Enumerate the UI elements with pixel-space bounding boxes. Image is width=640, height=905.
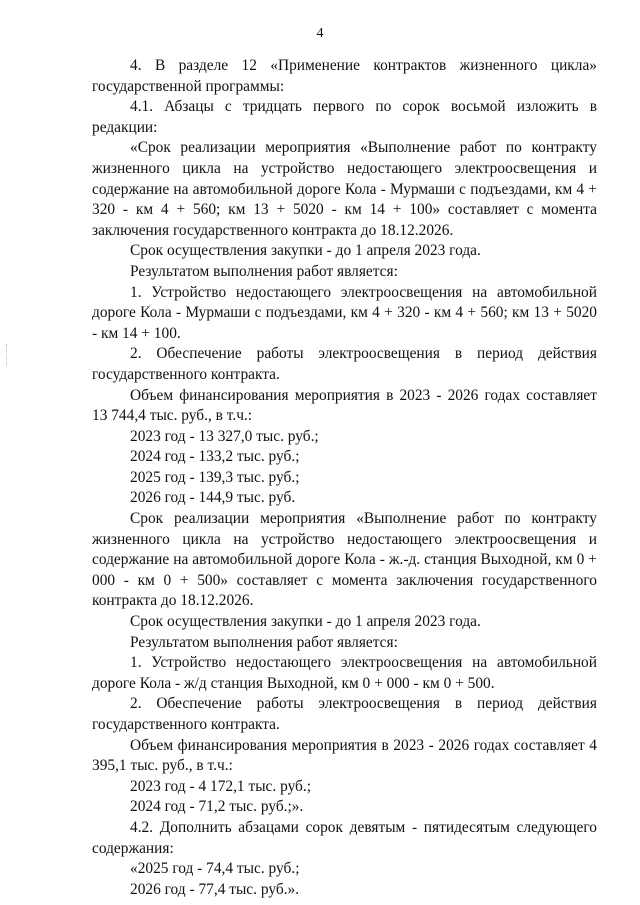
funding-year-line: 2026 год - 144,9 тыс. руб.: [130, 489, 296, 507]
results-intro-paragraph: Результатом выполнения работ является:: [130, 262, 398, 280]
instruction-paragraph: 4.1. Абзацы с тридцать первого по сорок восьмой изложить в редакции:: [92, 98, 597, 136]
funding-paragraph: Объем финансирования мероприятия в 2023 - 2026 годах составляет 4 395,1 тыс. руб., в т.ч.:: [92, 736, 597, 775]
result-item-paragraph: 1. Устройство недостающего электроосвещения на автомобильной дороге Кола - Мурмаши с подъездами, км 4 + 320 - км 4 + 560; км 13 + 5020 - км 14 + 100.: [92, 283, 597, 342]
result-item-paragraph: 2. Обеспечение работы электроосвещения в период действия государственного контракта.: [92, 695, 597, 733]
section-heading-paragraph: 4. В разделе 12 «Применение контрактов жизненного цикла» государственной программы:: [92, 57, 597, 95]
result-item-paragraph: 1. Устройство недостающего электроосвещения на автомобильной дороге Кола - ж/д станция Выходной, км 0 + 000 - км 0 + 500.: [92, 654, 597, 692]
funding-paragraph: Объем финансирования мероприятия в 2023 - 2026 годах составляет 13 744,4 тыс. руб., в т.ч.:: [92, 386, 597, 425]
funding-year-line: 2026 год - 77,4 тыс. руб.».: [130, 880, 300, 898]
funding-year-line: 2025 год - 139,3 тыс. руб.;: [130, 468, 300, 486]
procurement-term-paragraph: Срок осуществления закупки - до 1 апреля 2023 года.: [130, 613, 481, 631]
document-body: [92, 56, 597, 900]
result-item-paragraph: 2. Обеспечение работы электроосвещения в период действия государственного контракта.: [92, 345, 597, 383]
scan-edge-mark: [6, 344, 8, 366]
results-intro-paragraph: Результатом выполнения работ является:: [130, 633, 398, 651]
measure-term-paragraph: «Срок реализации мероприятия «Выполнение работ по контракту жизненного цикла на устройство недостающего электроосвещения и содержание на автомобильной дороге Кола - Мурмаши с подъездами, км 4 + 320 - км 4 + 560; км 13 + 5020 - км 14 + 100» составляет с момента заключения государственного контракта до 18.12.2026.: [92, 139, 597, 239]
funding-year-line: 2024 год - 71,2 тыс. руб.;».: [130, 798, 304, 816]
page-number: 4: [316, 26, 324, 41]
measure-term-paragraph: Срок реализации мероприятия «Выполнение работ по контракту жизненного цикла на устройство недостающего электроосвещения и содержание на автомобильной дороге Кола - ж.-д. станция Выходной, км 0 + 000 - км 0 + 500» составляет с момента заключения государственного контракта до 18.12.2026.: [92, 510, 597, 610]
funding-year-line: 2023 год - 13 327,0 тыс. руб.;: [130, 427, 319, 445]
funding-year-line: 2024 год - 133,2 тыс. руб.;: [130, 448, 300, 466]
procurement-term-paragraph: Срок осуществления закупки - до 1 апреля 2023 года.: [130, 242, 481, 260]
funding-year-line: 2023 год - 4 172,1 тыс. руб.;: [130, 777, 312, 795]
instruction-paragraph: 4.2. Дополнить абзацами сорок девятым - пятидесятым следующего содержания:: [92, 818, 597, 857]
funding-year-line: «2025 год - 74,4 тыс. руб.;: [130, 860, 300, 878]
